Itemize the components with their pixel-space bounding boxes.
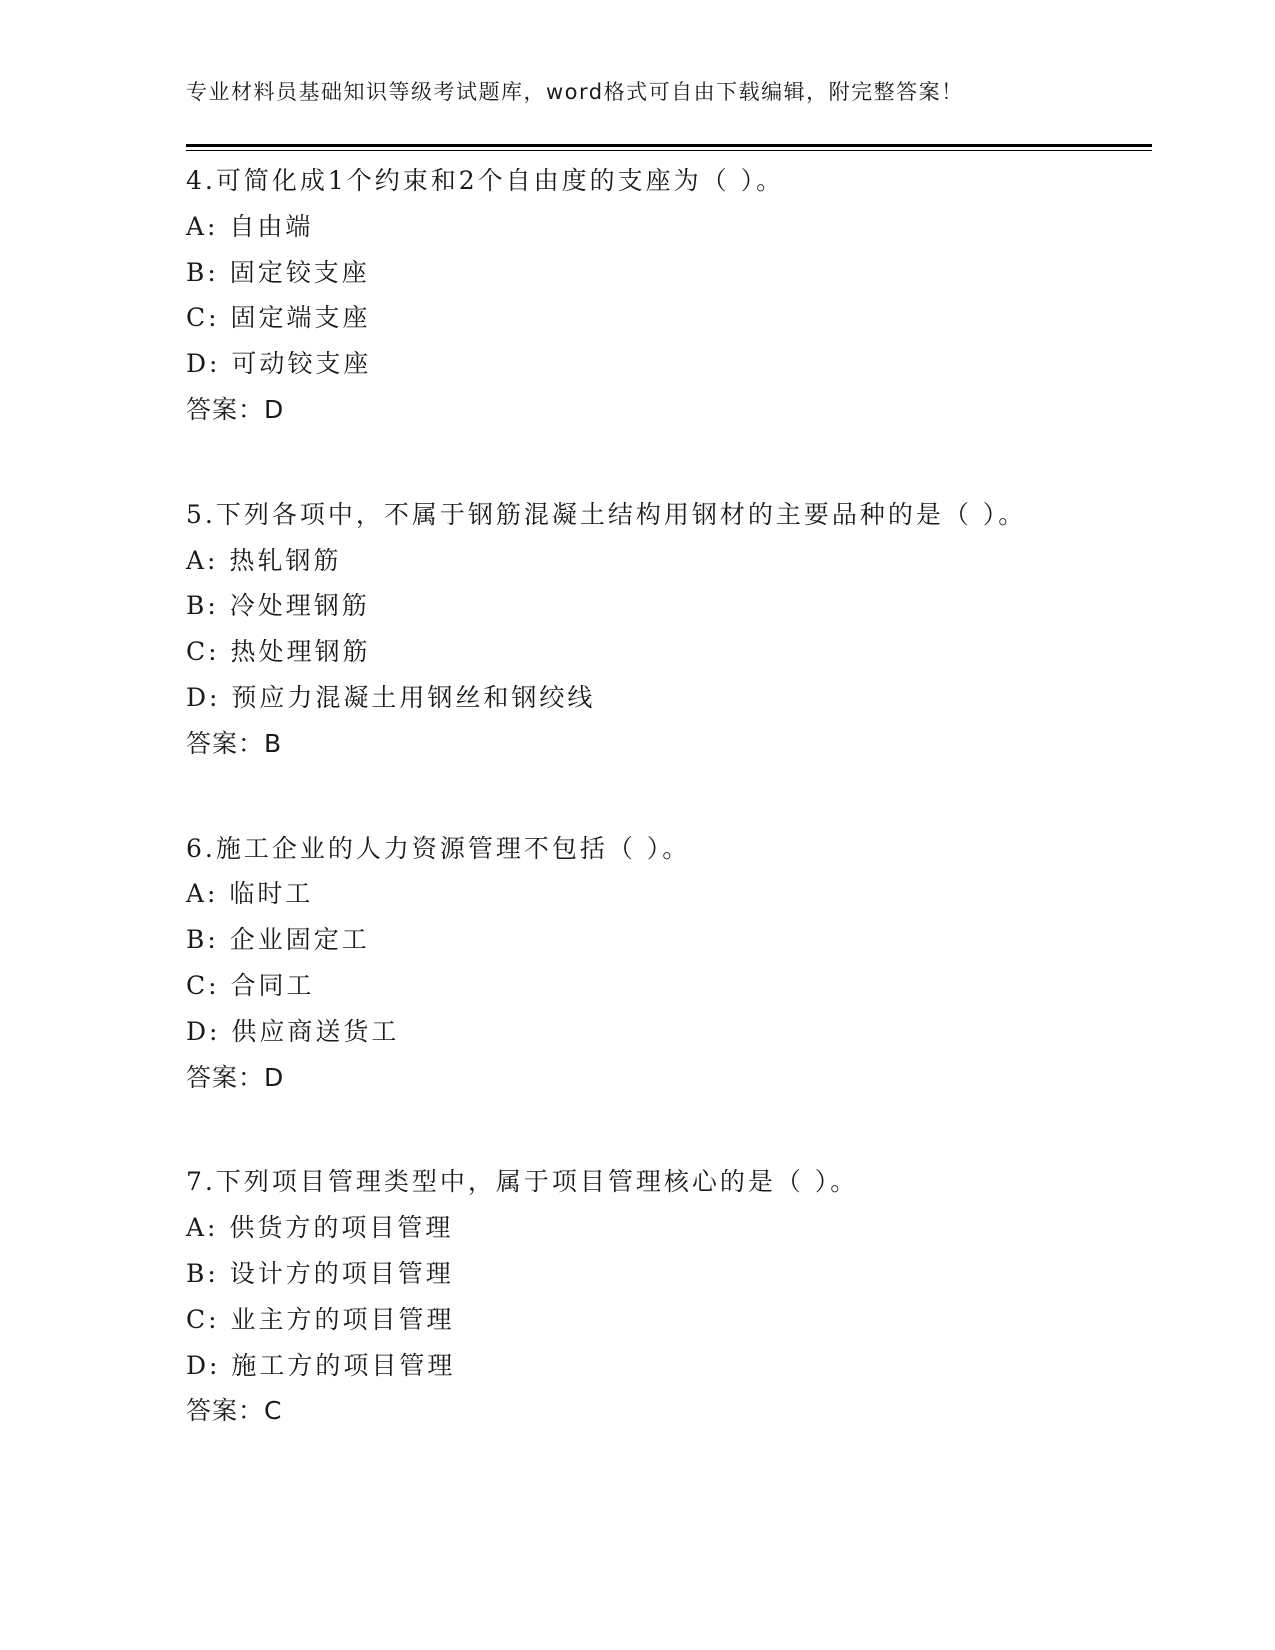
option-d: D: 可动铰支座 (186, 349, 372, 379)
page-header: 专业材料员基础知识等级考试题库，word格式可自由下载编辑，附完整答案！ (186, 80, 964, 104)
header-divider (186, 144, 1152, 147)
answer: 答案：D (186, 394, 285, 424)
question-stem: 5.下列各项中，不属于钢筋混凝土结构用钢材的主要品种的是（ ）。 (186, 499, 1027, 529)
option-a: A: 自由端 (186, 211, 314, 241)
option-b: B: 冷处理钢筋 (186, 591, 370, 621)
option-a: A: 热轧钢筋 (186, 545, 342, 575)
option-d: D: 施工方的项目管理 (186, 1350, 456, 1380)
option-d: D: 预应力混凝土用钢丝和钢绞线 (186, 682, 596, 712)
option-b: B: 固定铰支座 (186, 257, 370, 287)
option-b: B: 设计方的项目管理 (186, 1258, 454, 1288)
question-stem: 4.可简化成1个约束和2个自由度的支座为（ ）。 (186, 166, 785, 195)
answer: 答案：B (186, 728, 283, 758)
option-b: B: 企业固定工 (186, 925, 370, 955)
answer: 答案：C (186, 1396, 283, 1426)
question-6 (186, 826, 1152, 1101)
header-divider-thin (186, 150, 1152, 151)
question-stem: 6.施工企业的人力资源管理不包括（ ）。 (186, 833, 691, 863)
option-c: C: 固定端支座 (186, 303, 371, 333)
answer: 答案：D (186, 1062, 285, 1092)
question-list (186, 158, 1152, 1493)
option-c: C: 热处理钢筋 (186, 637, 371, 667)
question-5 (186, 492, 1152, 767)
question-stem: 7.下列项目管理类型中，属于项目管理核心的是（ ）。 (186, 1167, 859, 1197)
option-a: A: 临时工 (186, 879, 314, 909)
option-a: A: 供货方的项目管理 (186, 1213, 454, 1243)
option-c: C: 业主方的项目管理 (186, 1304, 455, 1334)
question-4 (186, 158, 1152, 433)
option-d: D: 供应商送货工 (186, 1016, 400, 1046)
option-c: C: 合同工 (186, 970, 315, 1000)
question-7 (186, 1159, 1152, 1434)
